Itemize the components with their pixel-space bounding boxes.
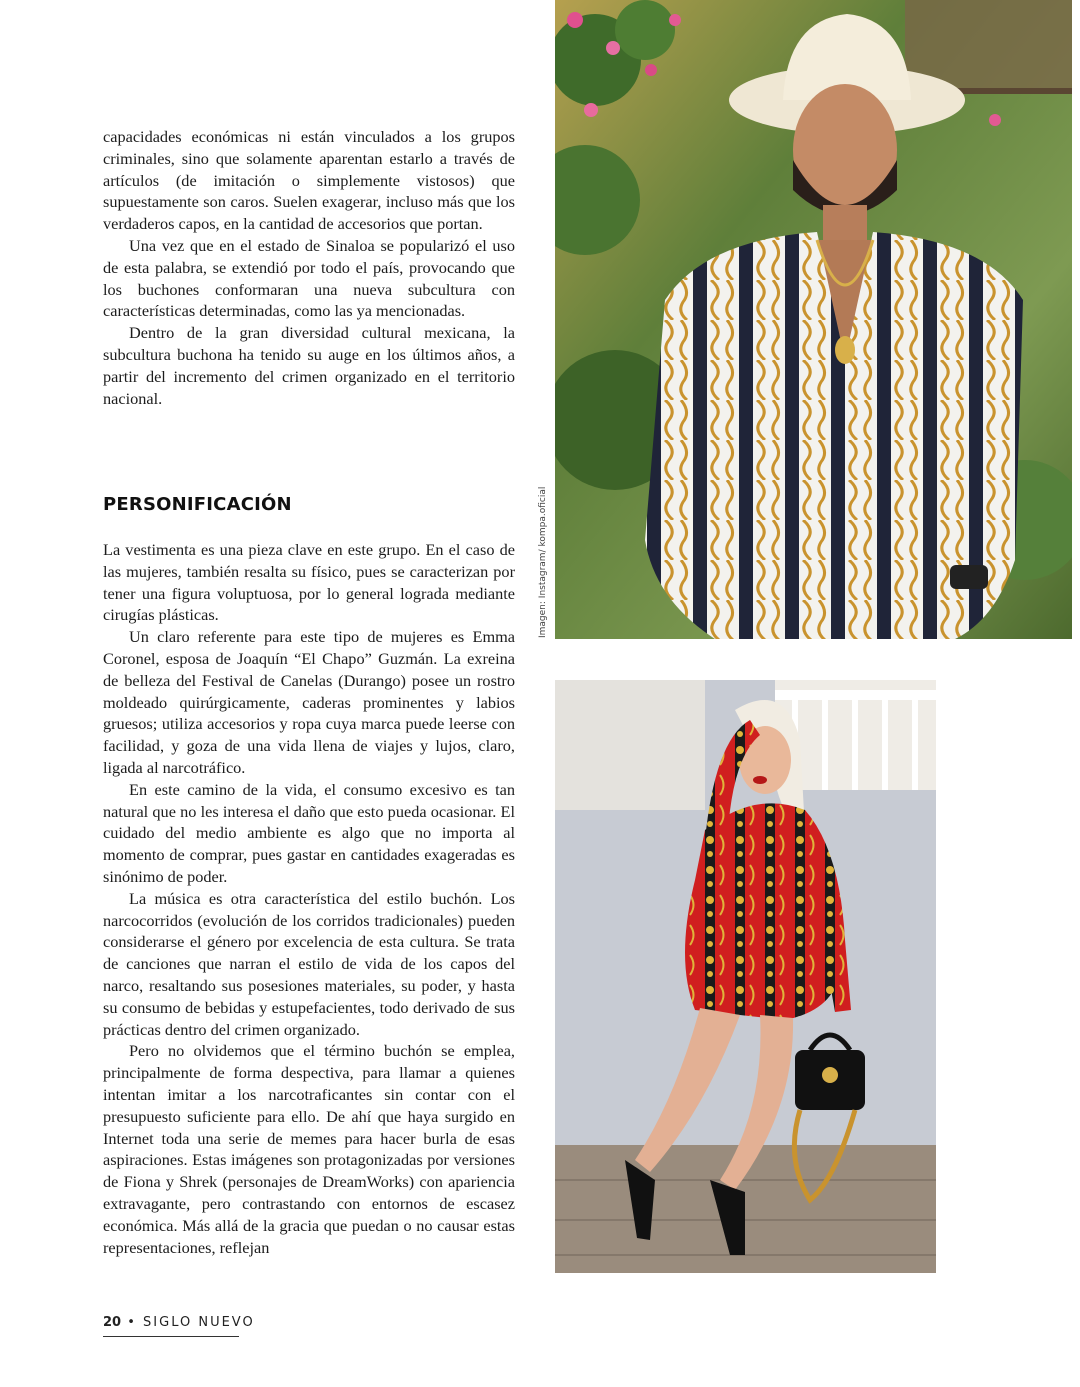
paragraph: La vestimenta es una pieza clave en este grupo. En el caso de las mujeres, también resalta su físico, pues se caracterizan por tener una figura voluptuosa, por lo general lograda mediante cirugías plásticas. (103, 540, 515, 625)
footer-separator: • (127, 1315, 137, 1330)
article-column-bottom (103, 539, 515, 1258)
paragraph: La música es otra característica del estilo buchón. Los narcocorridos (evolución de los corridos tradicionales) pueden considerarse el género por excelencia de esta cultura. Se trata de canciones que narran el estilo de vida de los capos del narco, resaltando sus posesiones materiales, su poder, y hasta su consumo de bebidas y estupefacientes, todo derivado de sus prácticas dentro del crimen organizado. (103, 888, 515, 1039)
photo-man-cowboy-hat (555, 0, 1072, 639)
section-heading: PERSONIFICACIÓN (103, 494, 292, 515)
paragraph: En este camino de la vida, el consumo excesivo es tan natural que no les interesa el daño que esto pueda ocasionar. El cuidado del medio ambiente es algo que no importa al momento de comprar, pues gastar en cantidades exageradas es sinónimo de poder. (103, 779, 515, 886)
footer-rule (103, 1336, 239, 1337)
paragraph: Pero no olvidemos que el término buchón se emplea, principalmente de forma despectiva, para llamar a quienes intentan imitar a los narcotraficantes sin contar con el presupuesto suficiente para ello. De ahí que haya surgido en Internet toda una serie de memes para hacer burla de esas aspiraciones. Estas imágenes son protagonizadas por versiones de Fiona y Shrek (personajes de DreamWorks) con apariencia extravagante, pero contrastando con entornos de escasez económica. Más allá de la gracia que puedan o no causar estas representaciones, reflejan (103, 1041, 515, 1257)
article-column-top (103, 126, 515, 409)
paragraph: Dentro de la gran diversidad cultural mexicana, la subcultura buchona ha tenido su auge en los últimos años, a partir del incremento del crimen organizado en el territorio nacional. (103, 323, 515, 408)
page-footer (103, 1315, 255, 1330)
photo-man-illustration (555, 0, 1072, 639)
paragraph: Una vez que en el estado de Sinaloa se popularizó el uso de esta palabra, se extendió por todo el país, provocando que los buchones conformaran una nueva subcultura con características determinadas, como las ya mencionadas. (103, 235, 515, 321)
page-number: 20 (103, 1315, 122, 1330)
paragraph: Un claro referente para este tipo de mujeres es Emma Coronel, esposa de Joaquín “El Chapo” Guzmán. La exreina de belleza del Festival de Canelas (Durango) posee un rostro moldeado quirúrgicamente, caderas prominentes y labios gruesos; utiliza accesorios y ropa cuya marca puede leerse con facilidad, y goza de una vida llena de viajes y lujos, claro, ligada al narcotráfico. (103, 627, 515, 777)
magazine-name: SIGLO NUEVO (143, 1315, 255, 1330)
photo-woman-red-dress (555, 680, 936, 1273)
photo-woman-illustration (555, 680, 936, 1273)
paragraph: capacidades económicas ni están vinculados a los grupos criminales, sino que solamente aparentan estarlo a través de artículos (de imitación o simplemente vistosos) que supuestamente son caros. Suelen exagerar, incluso más que los verdaderos capos, en la cantidad de accesorios que portan. (103, 127, 515, 234)
photo-credit: Imagen: Instagram/ kompa.oficial (538, 486, 548, 638)
